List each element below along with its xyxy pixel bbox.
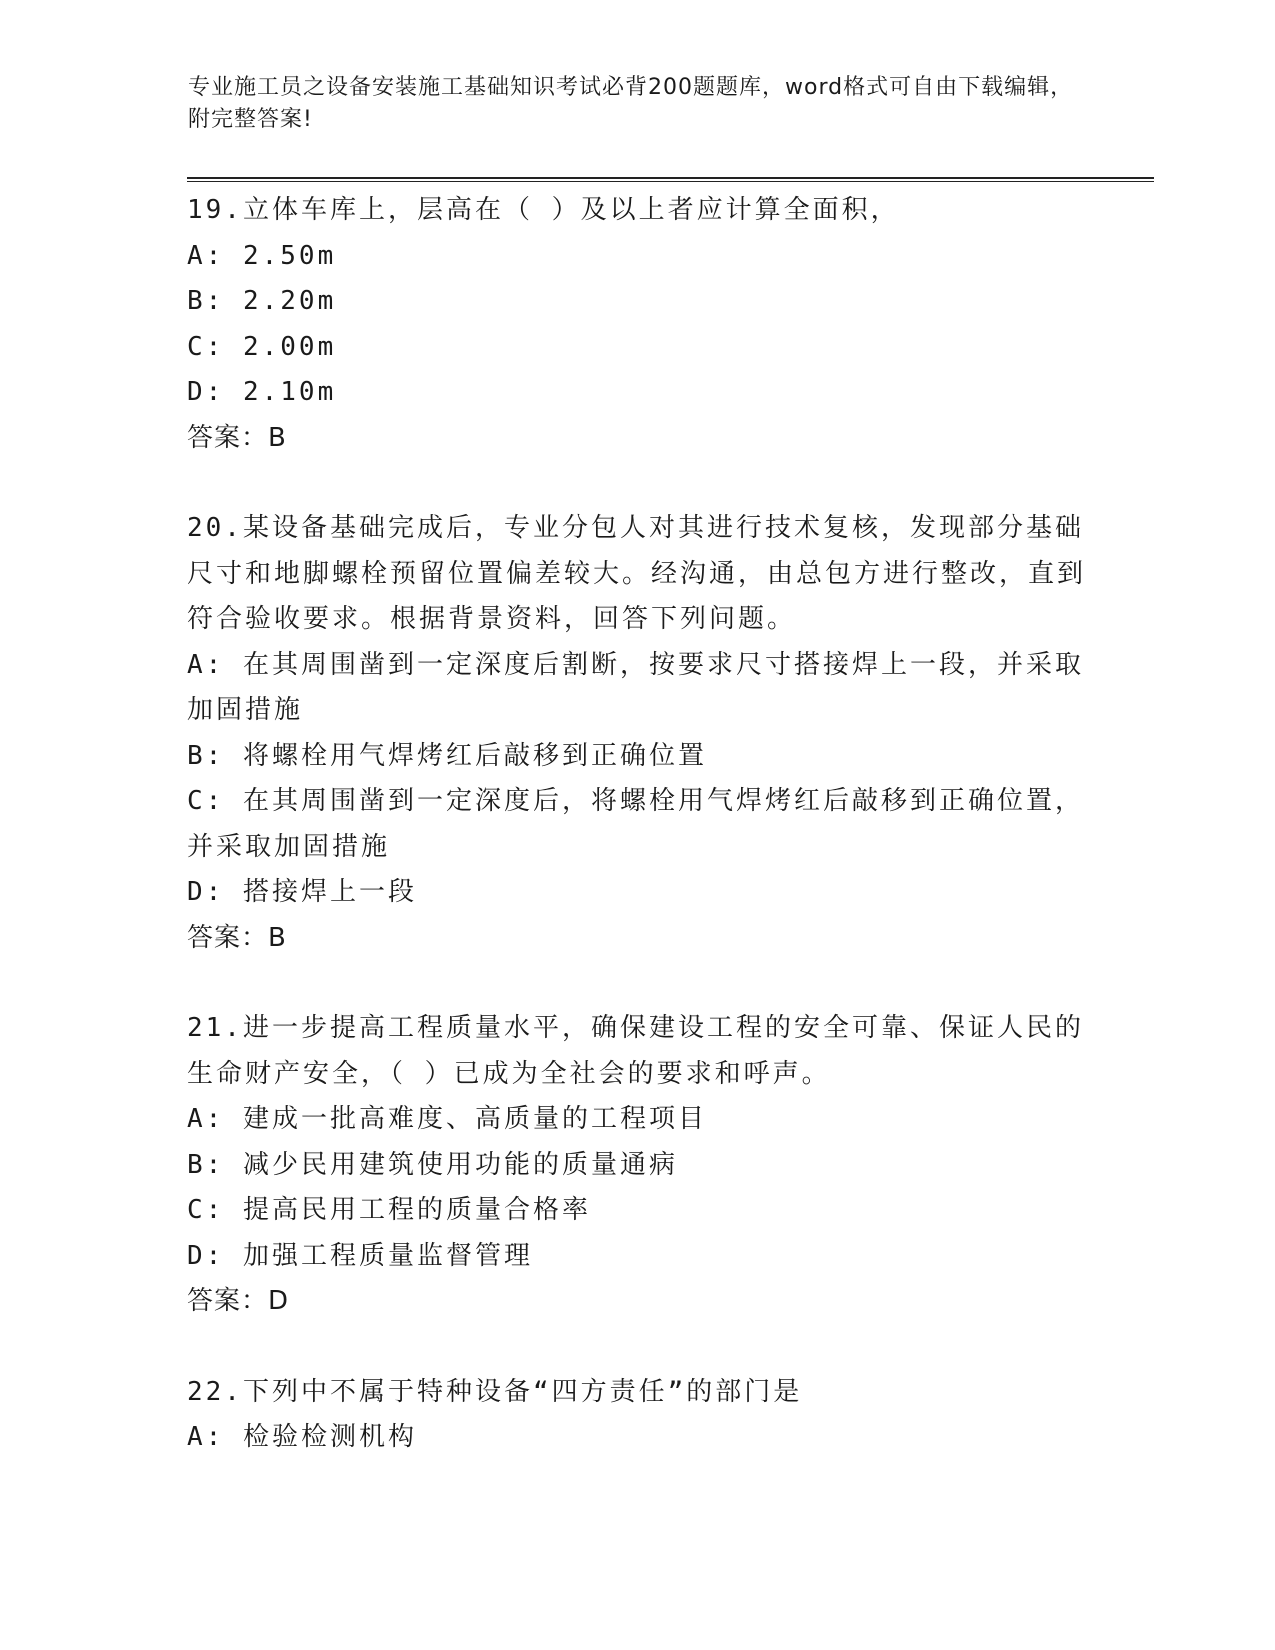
option-c: C: 提高民用工程的质量合格率: [187, 1195, 591, 1225]
header-divider: [187, 177, 1154, 182]
option-d: D: 搭接焊上一段: [187, 877, 417, 907]
option-a: A: 建成一批高难度、高质量的工程项目: [187, 1104, 707, 1134]
question-stem: 20.某设备基础完成后，专业分包人对其进行技术复核，发现部分基础尺寸和地脚螺栓预留位置偏差较大。经沟通，由总包方进行整改，直到符合验收要求。根据背景资料，回答下列问题。: [187, 513, 1087, 634]
option-a: A: 2.50m: [187, 240, 337, 271]
answer-label: 答案：D: [187, 1286, 290, 1316]
answer-label: 答案：B: [187, 922, 287, 953]
option-b: B: 将螺栓用气焊烤红后敲移到正确位置: [187, 740, 707, 771]
option-a: A: 在其周围凿到一定深度后割断，按要求尺寸搭接焊上一段，并采取加固措施: [187, 649, 1084, 725]
option-d: D: 加强工程质量监督管理: [187, 1240, 533, 1271]
header-title: 专业施工员之设备安装施工基础知识考试必背200题题库，word格式可自由下载编辑，附完整答案!: [188, 75, 1074, 132]
option-c: C: 2.00m: [187, 331, 337, 362]
document-header: [188, 72, 1088, 136]
option-a: A: 检验检测机构: [187, 1422, 417, 1452]
question-stem: 19.立体车库上，层高在（ ）及以上者应计算全面积，: [187, 195, 900, 225]
question-stem: 22.下列中不属于特种设备“四方责任”的部门是: [187, 1376, 803, 1407]
question-list: [187, 188, 1087, 1461]
question-19: [187, 188, 1087, 461]
question-spacer: [187, 461, 1087, 506]
question-spacer: [187, 961, 1087, 1006]
option-b: B: 减少民用建筑使用功能的质量通病: [187, 1149, 678, 1180]
answer-label: 答案：B: [187, 422, 287, 453]
question-stem: 21.进一步提高工程质量水平，确保建设工程的安全可靠、保证人民的生命财产安全，（ ）已成为全社会的要求和呼声。: [187, 1013, 1084, 1089]
question-22: [187, 1370, 1087, 1461]
question-20: [187, 506, 1087, 961]
option-b: B: 2.20m: [187, 286, 337, 316]
option-d: D: 2.10m: [187, 377, 337, 407]
question-21: [187, 1006, 1087, 1325]
question-spacer: [187, 1325, 1087, 1370]
option-c: C: 在其周围凿到一定深度后，将螺栓用气焊烤红后敲移到正确位置，并采取加固措施: [187, 786, 1084, 862]
